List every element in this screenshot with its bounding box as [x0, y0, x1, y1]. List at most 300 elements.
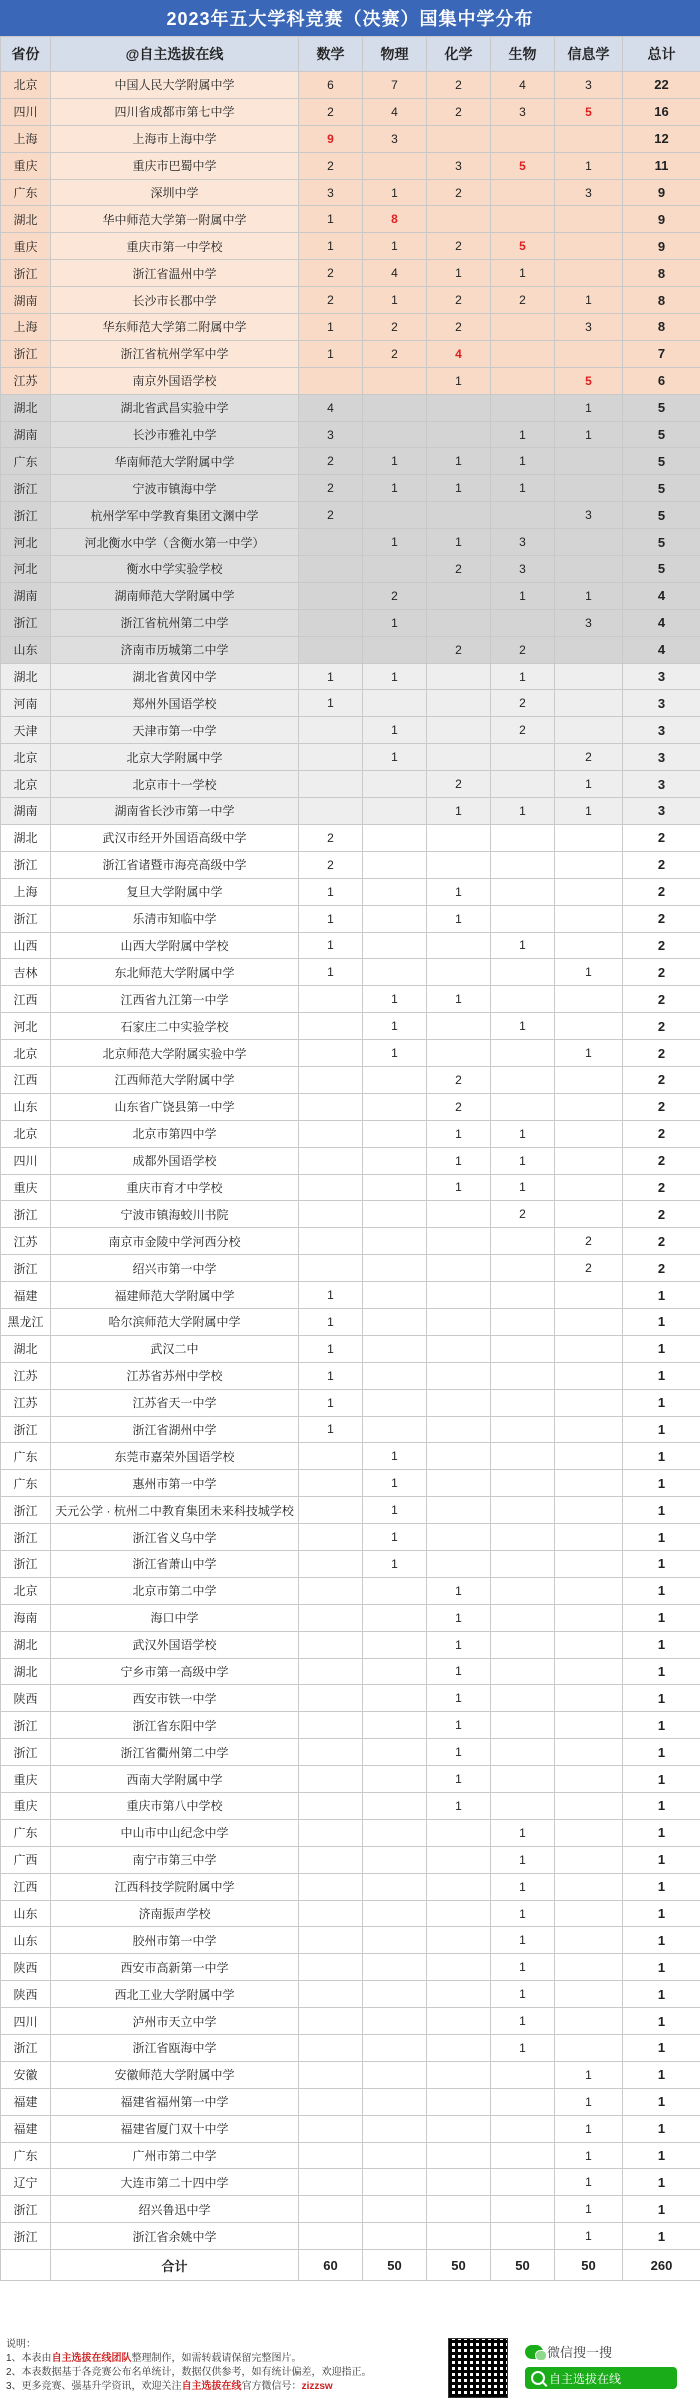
school-cell: 浙江省衢州第二中学	[51, 1739, 299, 1766]
total-cell: 2	[623, 1147, 700, 1174]
school-cell: 北京市第二中学	[51, 1577, 299, 1604]
biology-cell	[491, 2223, 555, 2250]
informatics-cell	[555, 1416, 623, 1443]
total-cell: 6	[623, 367, 700, 394]
math-cell: 1	[299, 1362, 363, 1389]
total-cell: 9	[623, 206, 700, 233]
math-cell: 4	[299, 394, 363, 421]
informatics-cell: 5	[555, 98, 623, 125]
table-row	[1, 233, 700, 260]
biology-cell	[491, 1712, 555, 1739]
table-row	[1, 2061, 700, 2088]
total-cell: 1	[623, 2115, 700, 2142]
school-cell: 浙江省东阳中学	[51, 1712, 299, 1739]
school-cell: 浙江省余姚中学	[51, 2223, 299, 2250]
chemistry-cell	[427, 2061, 491, 2088]
informatics-cell	[555, 1658, 623, 1685]
total-cell: 1	[623, 2061, 700, 2088]
math-cell: 9	[299, 125, 363, 152]
biology-cell: 1	[491, 1927, 555, 1954]
physics-cell: 1	[363, 663, 427, 690]
school-cell: 武汉外国语学校	[51, 1631, 299, 1658]
biology-cell	[491, 1524, 555, 1551]
math-cell	[299, 2061, 363, 2088]
total-cell: 5	[623, 394, 700, 421]
biology-cell	[491, 959, 555, 986]
header-chemistry: 化学	[427, 37, 491, 72]
biology-cell	[491, 1282, 555, 1309]
math-cell	[299, 717, 363, 744]
informatics-cell	[555, 260, 623, 287]
table-row	[1, 1927, 700, 1954]
math-cell: 1	[299, 1335, 363, 1362]
physics-cell	[363, 1308, 427, 1335]
total-cell: 1	[623, 1658, 700, 1685]
biology-cell	[491, 1066, 555, 1093]
chemistry-cell	[427, 1497, 491, 1524]
physics-cell: 1	[363, 448, 427, 475]
biology-cell: 1	[491, 1846, 555, 1873]
math-cell	[299, 1927, 363, 1954]
province-cell: 上海	[1, 878, 51, 905]
header-school: @自主选拔在线	[51, 37, 299, 72]
table-row	[1, 744, 700, 771]
table-row	[1, 367, 700, 394]
math-cell	[299, 1550, 363, 1577]
informatics-cell	[555, 1981, 623, 2008]
school-cell: 北京市第四中学	[51, 1120, 299, 1147]
province-cell: 广东	[1, 448, 51, 475]
total-cell: 3	[623, 663, 700, 690]
physics-cell	[363, 1631, 427, 1658]
chemistry-cell: 2	[427, 98, 491, 125]
biology-cell: 3	[491, 529, 555, 556]
table-row	[1, 932, 700, 959]
totals-grand: 260	[623, 2250, 700, 2281]
chemistry-cell	[427, 1335, 491, 1362]
chemistry-cell	[427, 2008, 491, 2035]
physics-cell	[363, 636, 427, 663]
province-cell: 北京	[1, 1040, 51, 1067]
school-cell: 中山市中山纪念中学	[51, 1819, 299, 1846]
math-cell: 1	[299, 1389, 363, 1416]
school-cell: 石家庄二中实验学校	[51, 1013, 299, 1040]
school-cell: 浙江省萧山中学	[51, 1550, 299, 1577]
school-cell: 宁波市镇海中学	[51, 475, 299, 502]
informatics-cell: 5	[555, 367, 623, 394]
physics-cell	[363, 152, 427, 179]
chemistry-cell: 1	[427, 1631, 491, 1658]
table-row	[1, 1308, 700, 1335]
physics-cell	[363, 1201, 427, 1228]
chemistry-cell	[427, 1927, 491, 1954]
total-cell: 1	[623, 1308, 700, 1335]
table-row	[1, 1550, 700, 1577]
chemistry-cell	[427, 824, 491, 851]
chemistry-cell	[427, 1524, 491, 1551]
informatics-cell: 1	[555, 2169, 623, 2196]
province-cell: 重庆	[1, 1766, 51, 1793]
total-cell: 2	[623, 1093, 700, 1120]
biology-cell	[491, 1093, 555, 1120]
school-cell: 胶州市第一中学	[51, 1927, 299, 1954]
table-row	[1, 1282, 700, 1309]
chemistry-cell	[427, 2088, 491, 2115]
school-cell: 宁乡市第一高级中学	[51, 1658, 299, 1685]
math-cell	[299, 1497, 363, 1524]
physics-cell	[363, 1282, 427, 1309]
total-cell: 12	[623, 125, 700, 152]
physics-cell: 1	[363, 1524, 427, 1551]
physics-cell	[363, 690, 427, 717]
informatics-cell	[555, 1766, 623, 1793]
informatics-cell	[555, 1954, 623, 1981]
table-row	[1, 1793, 700, 1820]
province-cell: 辽宁	[1, 2169, 51, 2196]
informatics-cell	[555, 1201, 623, 1228]
province-cell: 浙江	[1, 2035, 51, 2062]
table-row	[1, 1766, 700, 1793]
math-cell: 1	[299, 932, 363, 959]
table-row	[1, 314, 700, 341]
province-cell: 江西	[1, 1873, 51, 1900]
math-cell	[299, 1873, 363, 1900]
total-cell: 1	[623, 1282, 700, 1309]
school-cell: 湖南省长沙市第一中学	[51, 798, 299, 825]
math-cell	[299, 2196, 363, 2223]
physics-cell	[363, 824, 427, 851]
physics-cell	[363, 1685, 427, 1712]
school-cell: 杭州学军中学教育集团文渊中学	[51, 502, 299, 529]
informatics-cell: 1	[555, 2088, 623, 2115]
wechat-search-label: 微信搜一搜	[547, 2345, 613, 2360]
total-cell: 2	[623, 1120, 700, 1147]
informatics-cell	[555, 636, 623, 663]
province-cell: 湖南	[1, 582, 51, 609]
province-cell: 海南	[1, 1604, 51, 1631]
province-cell: 上海	[1, 314, 51, 341]
table-row	[1, 98, 700, 125]
chemistry-cell	[427, 1443, 491, 1470]
physics-cell	[363, 959, 427, 986]
informatics-cell: 1	[555, 2115, 623, 2142]
school-cell: 成都外国语学校	[51, 1147, 299, 1174]
table-row	[1, 1658, 700, 1685]
table-row	[1, 771, 700, 798]
biology-cell: 1	[491, 421, 555, 448]
physics-cell	[363, 2142, 427, 2169]
informatics-cell: 1	[555, 2223, 623, 2250]
province-cell: 湖南	[1, 421, 51, 448]
header-physics: 物理	[363, 37, 427, 72]
province-cell: 河北	[1, 556, 51, 583]
province-cell: 江苏	[1, 1228, 51, 1255]
province-cell: 浙江	[1, 1524, 51, 1551]
physics-cell	[363, 1981, 427, 2008]
math-cell	[299, 609, 363, 636]
total-cell: 7	[623, 340, 700, 367]
chemistry-cell	[427, 394, 491, 421]
total-cell: 5	[623, 529, 700, 556]
province-cell: 广东	[1, 179, 51, 206]
biology-cell	[491, 1255, 555, 1282]
chemistry-cell: 1	[427, 1174, 491, 1201]
province-cell: 湖北	[1, 394, 51, 421]
province-cell: 河南	[1, 690, 51, 717]
informatics-cell: 1	[555, 798, 623, 825]
province-cell: 安徽	[1, 2061, 51, 2088]
school-cell: 深圳中学	[51, 179, 299, 206]
table-row	[1, 1739, 700, 1766]
biology-cell: 2	[491, 717, 555, 744]
table-row	[1, 1362, 700, 1389]
chemistry-cell: 2	[427, 1066, 491, 1093]
informatics-cell	[555, 1013, 623, 1040]
school-cell: 浙江省温州中学	[51, 260, 299, 287]
math-cell	[299, 1066, 363, 1093]
total-cell: 2	[623, 959, 700, 986]
total-cell: 1	[623, 1631, 700, 1658]
physics-cell	[363, 2196, 427, 2223]
province-cell: 福建	[1, 2088, 51, 2115]
chemistry-cell	[427, 2142, 491, 2169]
school-cell: 浙江省杭州学军中学	[51, 340, 299, 367]
totals-blank-cell	[1, 2250, 51, 2281]
table-row	[1, 502, 700, 529]
physics-cell: 1	[363, 179, 427, 206]
total-cell: 1	[623, 1766, 700, 1793]
table-row	[1, 421, 700, 448]
school-cell: 长沙市长郡中学	[51, 287, 299, 314]
physics-cell	[363, 1793, 427, 1820]
province-cell: 浙江	[1, 905, 51, 932]
table-row	[1, 1228, 700, 1255]
total-cell: 1	[623, 1954, 700, 1981]
wechat-search-button[interactable]	[525, 2367, 677, 2389]
biology-cell	[491, 2196, 555, 2223]
total-cell: 1	[623, 1739, 700, 1766]
math-cell: 2	[299, 152, 363, 179]
chemistry-cell: 1	[427, 1739, 491, 1766]
total-cell: 2	[623, 1255, 700, 1282]
province-cell: 北京	[1, 1577, 51, 1604]
chemistry-cell	[427, 1819, 491, 1846]
school-cell: 中国人民大学附属中学	[51, 72, 299, 99]
province-cell: 浙江	[1, 851, 51, 878]
province-cell: 浙江	[1, 260, 51, 287]
qr-code	[448, 2338, 508, 2398]
physics-cell	[363, 1900, 427, 1927]
math-cell	[299, 1524, 363, 1551]
informatics-cell: 2	[555, 1228, 623, 1255]
physics-cell: 1	[363, 1550, 427, 1577]
province-cell: 山东	[1, 1093, 51, 1120]
informatics-cell: 1	[555, 2142, 623, 2169]
chemistry-cell	[427, 502, 491, 529]
chemistry-cell: 1	[427, 475, 491, 502]
header-total: 总计	[623, 37, 700, 72]
physics-cell: 1	[363, 1470, 427, 1497]
informatics-cell: 1	[555, 2196, 623, 2223]
math-cell	[299, 2035, 363, 2062]
table-row	[1, 179, 700, 206]
table-row	[1, 475, 700, 502]
table-row	[1, 2088, 700, 2115]
physics-cell: 7	[363, 72, 427, 99]
table-row	[1, 340, 700, 367]
math-cell: 1	[299, 690, 363, 717]
informatics-cell	[555, 690, 623, 717]
physics-cell: 1	[363, 986, 427, 1013]
math-cell: 2	[299, 475, 363, 502]
biology-cell	[491, 609, 555, 636]
total-cell: 2	[623, 1174, 700, 1201]
school-cell: 湖北省黄冈中学	[51, 663, 299, 690]
physics-cell	[363, 2008, 427, 2035]
informatics-cell	[555, 1712, 623, 1739]
table-row	[1, 2196, 700, 2223]
physics-cell	[363, 1120, 427, 1147]
chemistry-cell	[427, 1201, 491, 1228]
informatics-cell	[555, 475, 623, 502]
math-cell: 1	[299, 959, 363, 986]
school-cell: 济南市历城第二中学	[51, 636, 299, 663]
physics-cell: 1	[363, 744, 427, 771]
chemistry-cell: 1	[427, 1120, 491, 1147]
chemistry-cell: 2	[427, 179, 491, 206]
province-cell: 北京	[1, 771, 51, 798]
biology-cell	[491, 2061, 555, 2088]
math-cell	[299, 2169, 363, 2196]
total-cell: 1	[623, 2088, 700, 2115]
table-row	[1, 2008, 700, 2035]
school-cell: 西北工业大学附属中学	[51, 1981, 299, 2008]
informatics-cell: 3	[555, 179, 623, 206]
informatics-cell	[555, 1846, 623, 1873]
school-cell: 重庆市巴蜀中学	[51, 152, 299, 179]
total-cell: 3	[623, 717, 700, 744]
province-cell: 北京	[1, 72, 51, 99]
header-math: 数学	[299, 37, 363, 72]
chemistry-cell	[427, 582, 491, 609]
math-cell	[299, 529, 363, 556]
biology-cell: 3	[491, 556, 555, 583]
chemistry-cell	[427, 1873, 491, 1900]
province-cell: 江苏	[1, 367, 51, 394]
table-row	[1, 1201, 700, 1228]
informatics-cell	[555, 448, 623, 475]
chemistry-cell	[427, 1013, 491, 1040]
school-cell: 长沙市雅礼中学	[51, 421, 299, 448]
table-row	[1, 1604, 700, 1631]
total-cell: 1	[623, 1981, 700, 2008]
wechat-icon	[525, 2345, 543, 2359]
total-cell: 1	[623, 1873, 700, 1900]
total-cell: 2	[623, 851, 700, 878]
total-cell: 4	[623, 582, 700, 609]
table-row	[1, 1524, 700, 1551]
chemistry-cell: 2	[427, 636, 491, 663]
math-cell	[299, 1819, 363, 1846]
table-row	[1, 1981, 700, 2008]
biology-cell: 1	[491, 1900, 555, 1927]
math-cell: 3	[299, 421, 363, 448]
table-row	[1, 959, 700, 986]
school-cell: 南宁市第三中学	[51, 1846, 299, 1873]
school-cell: 济南振声学校	[51, 1900, 299, 1927]
biology-cell	[491, 824, 555, 851]
province-cell: 浙江	[1, 2196, 51, 2223]
province-cell: 浙江	[1, 340, 51, 367]
province-cell: 广东	[1, 1470, 51, 1497]
total-cell: 1	[623, 1577, 700, 1604]
chemistry-cell	[427, 206, 491, 233]
math-cell	[299, 1712, 363, 1739]
informatics-cell: 2	[555, 744, 623, 771]
table-row	[1, 1040, 700, 1067]
table-body	[1, 72, 700, 2281]
physics-cell	[363, 1658, 427, 1685]
table-row	[1, 1389, 700, 1416]
table-row	[1, 2115, 700, 2142]
biology-cell	[491, 206, 555, 233]
wechat-search-card[interactable]	[525, 2342, 693, 2396]
math-cell: 2	[299, 502, 363, 529]
math-cell	[299, 771, 363, 798]
biology-cell	[491, 125, 555, 152]
informatics-cell	[555, 1524, 623, 1551]
biology-cell: 3	[491, 98, 555, 125]
physics-cell	[363, 878, 427, 905]
physics-cell: 4	[363, 260, 427, 287]
school-cell: 西安市高新第一中学	[51, 1954, 299, 1981]
chemistry-cell: 1	[427, 878, 491, 905]
total-cell: 1	[623, 1335, 700, 1362]
chemistry-cell	[427, 1255, 491, 1282]
informatics-cell	[555, 717, 623, 744]
physics-cell	[363, 1604, 427, 1631]
totals-informatics: 50	[555, 2250, 623, 2281]
informatics-cell: 1	[555, 1040, 623, 1067]
chemistry-cell	[427, 1550, 491, 1577]
biology-cell	[491, 1416, 555, 1443]
school-cell: 天元公学 · 杭州二中教育集团未来科技城学校	[51, 1497, 299, 1524]
physics-cell	[363, 1362, 427, 1389]
physics-cell: 2	[363, 340, 427, 367]
school-cell: 山西大学附属中学校	[51, 932, 299, 959]
math-cell: 2	[299, 98, 363, 125]
province-cell: 湖北	[1, 1658, 51, 1685]
table-row	[1, 905, 700, 932]
school-cell: 浙江省诸暨市海亮高级中学	[51, 851, 299, 878]
province-cell: 广东	[1, 1819, 51, 1846]
school-cell: 东莞市嘉荣外国语学校	[51, 1443, 299, 1470]
table-row	[1, 1120, 700, 1147]
chemistry-cell: 1	[427, 448, 491, 475]
province-cell: 湖北	[1, 663, 51, 690]
province-cell: 浙江	[1, 1497, 51, 1524]
math-cell: 2	[299, 824, 363, 851]
chemistry-cell: 1	[427, 367, 491, 394]
total-cell: 1	[623, 1846, 700, 1873]
math-cell	[299, 1631, 363, 1658]
total-cell: 9	[623, 179, 700, 206]
chemistry-cell: 2	[427, 233, 491, 260]
math-cell: 1	[299, 1308, 363, 1335]
math-cell	[299, 744, 363, 771]
biology-cell: 1	[491, 1013, 555, 1040]
school-cell: 北京师范大学附属实验中学	[51, 1040, 299, 1067]
